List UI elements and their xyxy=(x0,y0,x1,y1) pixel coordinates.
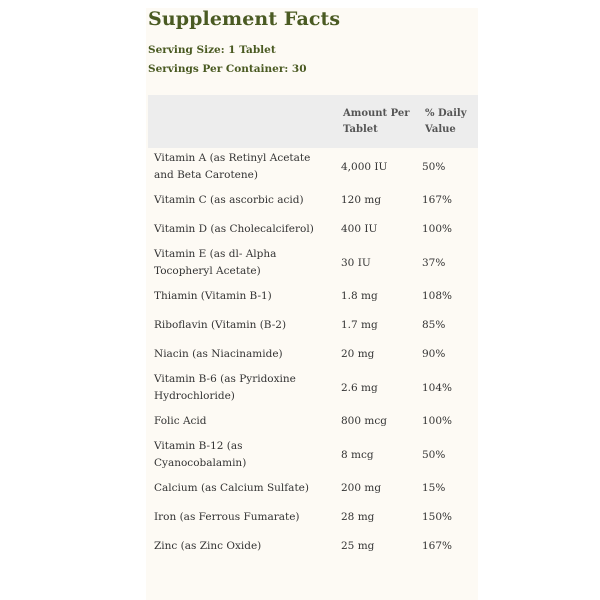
nutrient-name: Vitamin E (as dl- Alpha Tocopheryl Acetate) xyxy=(154,248,277,277)
nutrient-amount: 1.8 mg xyxy=(341,290,378,302)
table-row xyxy=(148,311,478,340)
serving-size: Serving Size: 1 Tablet xyxy=(148,44,276,56)
nutrient-amount: 28 mg xyxy=(341,511,375,523)
table-row xyxy=(148,369,478,407)
nutrient-amount: 2.6 mg xyxy=(341,382,378,394)
table-row xyxy=(148,186,478,215)
table-row xyxy=(148,244,478,282)
nutrient-name: Vitamin B-12 (as Cyanocobalamin) xyxy=(154,440,247,469)
nutrient-daily-value: 100% xyxy=(422,223,453,235)
nutrient-daily-value: 50% xyxy=(422,161,446,173)
table-row xyxy=(148,340,478,369)
nutrient-amount: 1.7 mg xyxy=(341,319,378,331)
nutrient-name: Vitamin D (as Cholecalciferol) xyxy=(154,223,314,235)
nutrient-name: Vitamin C (as ascorbic acid) xyxy=(154,194,304,206)
nutrient-daily-value: 15% xyxy=(422,482,446,494)
nutrient-amount: 120 mg xyxy=(341,194,382,206)
nutrient-daily-value: 108% xyxy=(422,290,453,302)
nutrient-name: Folic Acid xyxy=(154,415,207,427)
nutrient-amount: 4,000 IU xyxy=(341,161,388,173)
daily-value-column-header: % Daily Value xyxy=(425,108,467,135)
table-row xyxy=(148,215,478,244)
nutrient-name: Iron (as Ferrous Fumarate) xyxy=(154,511,300,523)
nutrient-name: Vitamin B-6 (as Pyridoxine Hydrochloride) xyxy=(154,373,296,402)
servings-per-container: Servings Per Container: 30 xyxy=(148,63,307,75)
nutrient-daily-value: 167% xyxy=(422,194,453,206)
table-row xyxy=(148,282,478,311)
nutrient-name: Calcium (as Calcium Sulfate) xyxy=(154,482,309,494)
nutrient-amount: 8 mcg xyxy=(341,449,374,461)
nutrient-amount: 800 mcg xyxy=(341,415,387,427)
table-row xyxy=(148,503,478,532)
table-row xyxy=(148,474,478,503)
table-row xyxy=(148,436,478,474)
nutrient-amount: 30 IU xyxy=(341,257,371,269)
page-title: Supplement Facts xyxy=(148,8,341,30)
nutrient-daily-value: 50% xyxy=(422,449,446,461)
nutrient-daily-value: 100% xyxy=(422,415,453,427)
table-header xyxy=(148,95,478,148)
nutrient-amount: 20 mg xyxy=(341,348,375,360)
nutrient-name: Zinc (as Zinc Oxide) xyxy=(154,540,262,552)
nutrient-daily-value: 104% xyxy=(422,382,453,394)
nutrient-amount: 25 mg xyxy=(341,540,375,552)
nutrient-table-body xyxy=(148,148,478,561)
nutrient-amount: 400 IU xyxy=(341,223,378,235)
nutrient-daily-value: 37% xyxy=(422,257,446,269)
nutrient-daily-value: 85% xyxy=(422,319,446,331)
nutrient-daily-value: 167% xyxy=(422,540,453,552)
table-row xyxy=(148,407,478,436)
supplement-facts-panel xyxy=(146,8,478,600)
nutrient-name: Niacin (as Niacinamide) xyxy=(154,348,283,360)
nutrient-name: Riboflavin (Vitamin (B-2) xyxy=(154,319,287,331)
nutrient-daily-value: 150% xyxy=(422,511,453,523)
amount-column-header: Amount Per Tablet xyxy=(343,108,410,135)
table-row xyxy=(148,148,478,186)
nutrient-amount: 200 mg xyxy=(341,482,382,494)
nutrient-name: Vitamin A (as Retinyl Acetate and Beta Carotene) xyxy=(154,152,311,181)
nutrient-name: Thiamin (Vitamin B-1) xyxy=(154,290,272,302)
table-row xyxy=(148,532,478,561)
nutrient-daily-value: 90% xyxy=(422,348,446,360)
